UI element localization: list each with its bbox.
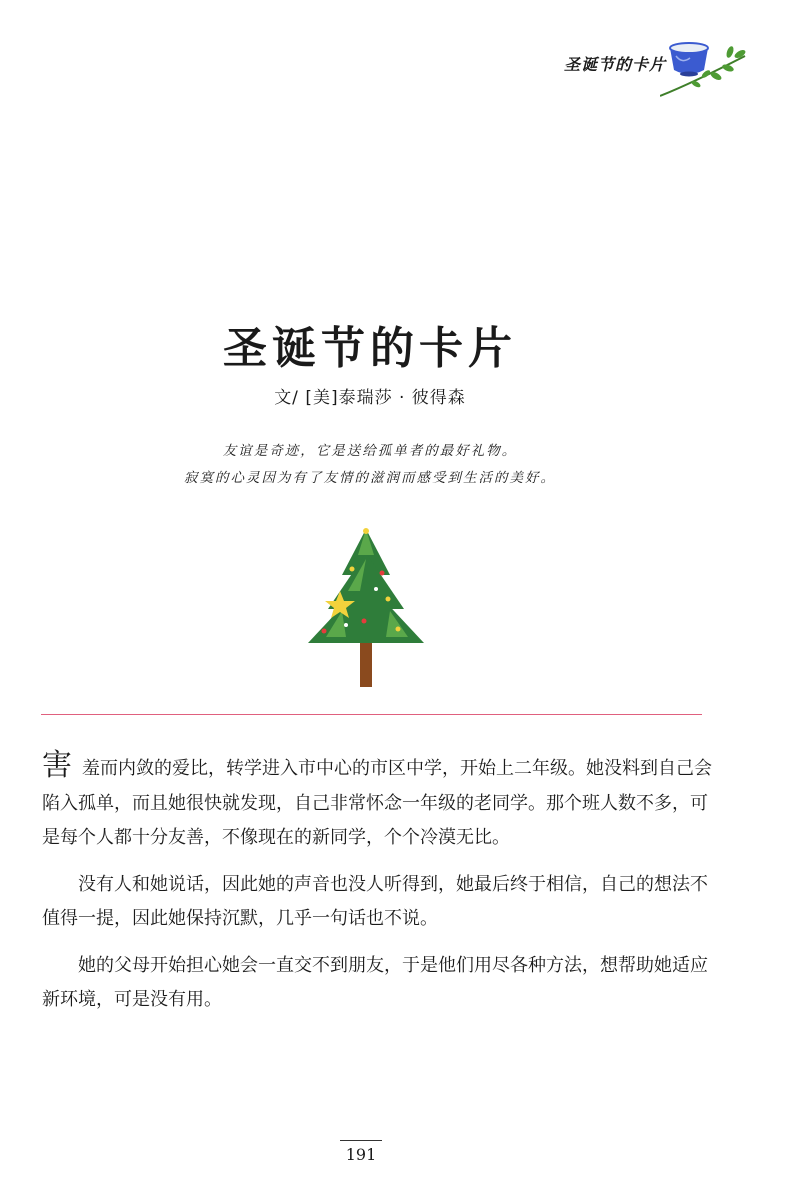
- page-number: [0, 1140, 722, 1164]
- running-title: 圣诞节的卡片: [564, 55, 667, 74]
- paragraph-text: 羞而内敛的爱比，转学进入市中心的市区中学，开始上二年级。她没料到自己会陷入孤单，而且她很快就发现，自己非常怀念一年级的老同学。那个班人数不多，可是每个人都十分友善，不像现在的新同学，个个冷漠无比。: [42, 758, 712, 848]
- page-number-value: 191: [340, 1140, 383, 1164]
- paragraph: 没有人和她说话，因此她的声音也没人听得到，她最后终于相信，自己的想法不值得一提，因此她保持沉默，几乎一句话也不说。: [42, 873, 708, 929]
- article-title: 圣诞节的卡片: [223, 323, 517, 374]
- paragraph: 她的父母开始担心她会一直交不到朋友，于是他们用尽各种方法，想帮助她适应新环境，可是没有用。: [42, 954, 708, 1010]
- article-byline: 文/ [美]泰瑞莎 · 彼得森: [274, 388, 466, 408]
- epigraph: [0, 438, 740, 492]
- tea-cup-icon: [660, 34, 750, 104]
- drop-cap: 害: [42, 748, 72, 783]
- section-divider: [41, 714, 702, 715]
- running-header: [530, 34, 750, 104]
- epigraph-line: 友谊是奇迹，它是送给孤单者的最好礼物。: [222, 443, 518, 459]
- christmas-tree-illustration: [302, 525, 430, 689]
- paragraph: [42, 748, 712, 856]
- epigraph-line: 寂寞的心灵因为有了友情的滋润而感受到生活的美好。: [184, 470, 556, 486]
- article-body: [42, 748, 712, 1030]
